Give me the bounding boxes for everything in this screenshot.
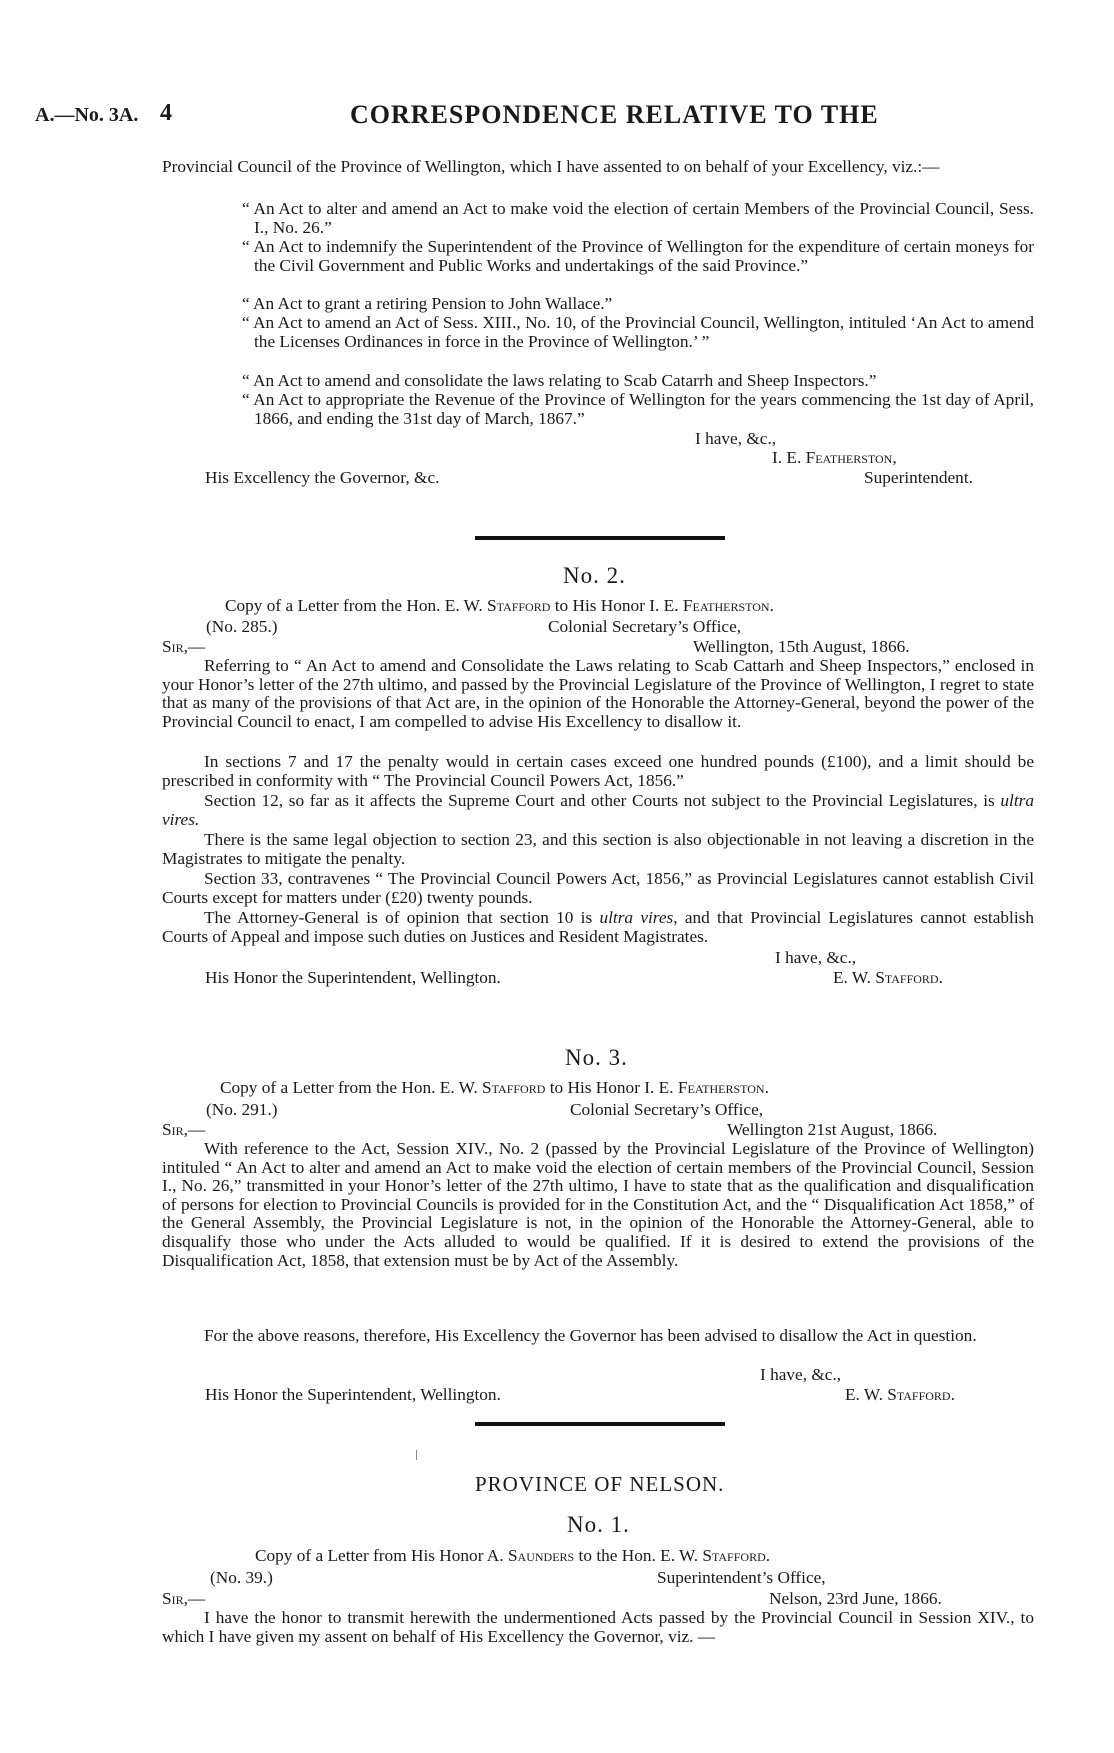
caption-sender: Stafford	[482, 1078, 546, 1097]
letter-paragraph: Section 33, contravenes “ The Provincial Council Powers Act, 1856,” as Provincial Legislatures cannot establish Civil Courts except for matters under (£20) twenty pounds.	[162, 869, 1034, 907]
letter-caption	[255, 1546, 770, 1565]
signature: I. E. Featherston,	[772, 448, 897, 467]
caption-sender: Saunders	[507, 1546, 575, 1565]
letter-number: No. 3.	[565, 1045, 628, 1070]
place-date: Nelson, 23rd June, 1866.	[769, 1589, 942, 1608]
section-divider	[475, 1422, 725, 1426]
signature-title: Superintendent.	[864, 468, 973, 487]
letter-number: No. 2.	[563, 563, 626, 588]
caption-recipient: Featherston.	[682, 596, 774, 615]
paragraph-text: The Attorney-General is of opinion that section 10 is	[204, 908, 600, 927]
letter-reference: (No. 291.)	[206, 1100, 278, 1119]
caption-text: to the Hon. E. W.	[574, 1546, 703, 1565]
closing-formula: I have, &c.,	[775, 948, 857, 967]
caption-recipient: Featherston.	[677, 1078, 769, 1097]
addressee: His Honor the Superintendent, Wellington.	[205, 1385, 501, 1404]
letter-paragraph: With reference to the Act, Session XIV., No. 2 (passed by the Provincial Legislature of the Province of Wellington) intituled “ An Act to alter and amend an Act to make void the election of certain members of the Provincial Council, Session I., No. 26,” transmitted in your Honor’s letter of the 27th ultimo, I have to state that as the qualification and disqualification of persons for election to Provincial Councils is provided for in the Constitution Act, and the “ Disqualification Act 1858,” of the General Assembly, the Provincial Legislature is not, in the opinion of the Honorable the Attorney-General, able to disqualify those who under the Acts alluded to would be qualified. If it is desired to extend the provisions of the Disqualification Act, 1858, that extension must be by Act of the Assembly.	[162, 1139, 1034, 1270]
caption-text: to His Honor I. E.	[550, 596, 683, 615]
letter-paragraph	[162, 792, 1034, 829]
letter-caption	[220, 1078, 769, 1097]
addressee: His Excellency the Governor, &c.	[205, 468, 440, 487]
office: Colonial Secretary’s Office,	[570, 1100, 764, 1119]
paragraph-text: Section 12, so far as it affects the Supreme Court and other Courts not subject to the Provincial Legislatures, is	[204, 791, 1001, 810]
print-mark	[416, 1450, 417, 1460]
caption-text: Copy of a Letter from the Hon. E. W.	[225, 596, 488, 615]
place-date: Wellington, 15th August, 1866.	[693, 637, 910, 656]
caption-sender: Stafford	[487, 596, 551, 615]
act-list-item: “ An Act to alter and amend an Act to make void the election of certain Members of the Provincial Council, Sess. I., No. 26.”	[242, 199, 1034, 237]
letter-number: No. 1.	[567, 1512, 630, 1537]
letter1-intro: Provincial Council of the Province of Wellington, which I have assented to on behalf of your Excellency, viz.:—	[162, 157, 940, 176]
caption-text: Copy of a Letter from the Hon. E. W.	[220, 1078, 483, 1097]
addressee: His Honor the Superintendent, Wellington.	[205, 968, 501, 987]
letter-paragraph	[162, 909, 1034, 946]
emphasis: ultra vires,	[599, 908, 678, 927]
paragraph-text: and that Provincial Legislatures cannot establish Courts of Appeal and impose such duties on Justices and Resident Magistrates.	[162, 908, 1034, 946]
closing-formula: I have, &c.,	[695, 429, 777, 448]
caption-recipient: Stafford.	[702, 1546, 771, 1565]
emphasis: ultra vires.	[162, 791, 1034, 829]
signature: E. W. Stafford.	[845, 1385, 955, 1404]
letter-reference: (No. 39.)	[210, 1568, 273, 1587]
office: Superintendent’s Office,	[657, 1568, 826, 1587]
office: Colonial Secretary’s Office,	[548, 617, 742, 636]
letter-reference: (No. 285.)	[206, 617, 278, 636]
letter-paragraph: For the above reasons, therefore, His Excellency the Governor has been advised to disallow the Act in question.	[204, 1326, 977, 1345]
act-list-item: “ An Act to amend an Act of Sess. XIII., No. 10, of the Provincial Council, Wellington, intituled ‘An Act to amend the Licenses Ordinances in force in the Province of Wellington.’ ”	[242, 313, 1034, 351]
section-divider	[475, 536, 725, 540]
act-list-item: “ An Act to amend and consolidate the laws relating to Scab Catarrh and Sheep Inspectors.”	[242, 371, 877, 390]
letter-caption	[225, 596, 774, 615]
salutation: Sir,—	[162, 1120, 206, 1139]
closing-formula: I have, &c.,	[760, 1365, 842, 1384]
caption-text: to His Honor I. E.	[545, 1078, 678, 1097]
act-list-item: “ An Act to appropriate the Revenue of the Province of Wellington for the years commencing the 1st day of April, 1866, and ending the 31st day of March, 1867.”	[242, 390, 1034, 428]
caption-text: Copy of a Letter from His Honor A.	[255, 1546, 508, 1565]
salutation: Sir,—	[162, 1589, 206, 1608]
signature: E. W. Stafford.	[833, 968, 943, 987]
province-heading: PROVINCE OF NELSON.	[475, 1472, 725, 1496]
act-list-item: “ An Act to indemnify the Superintendent of the Province of Wellington for the expenditure of certain moneys for the Civil Government and Public Works and undertakings of the said Province.”	[242, 237, 1034, 275]
act-list-item: “ An Act to grant a retiring Pension to John Wallace.”	[242, 294, 613, 313]
salutation: Sir,—	[162, 637, 206, 656]
letter-paragraph: There is the same legal objection to section 23, and this section is also objectionable in not leaving a discretion in the Magistrates to mitigate the penalty.	[162, 830, 1034, 868]
page-number: 4	[160, 100, 172, 126]
letter-paragraph: I have the honor to transmit herewith the undermentioned Acts passed by the Provincial Council in Session XIV., to which I have given my assent on behalf of His Excellency the Governor, viz. —	[162, 1608, 1034, 1646]
letter-paragraph: In sections 7 and 17 the penalty would in certain cases exceed one hundred pounds (£100), and a limit should be prescribed in conformity with “ The Provincial Council Powers Act, 1856.”	[162, 752, 1034, 790]
running-title: CORRESPONDENCE RELATIVE TO THE	[350, 100, 879, 129]
document-reference: A.—No. 3A.	[35, 104, 139, 126]
place-date: Wellington 21st August, 1866.	[727, 1120, 938, 1139]
letter-paragraph: Referring to “ An Act to amend and Consolidate the Laws relating to Scab Cattarh and Sheep Inspectors,” enclosed in your Honor’s letter of the 27th ultimo, and passed by the Provincial Legislature of the Province of Wellington, I regret to state that as many of the provisions of that Act are, in the opinion of the Honorable the Attorney-General, beyond the power of the Provincial Council to enact, I am compelled to advise His Excellency to disallow it.	[162, 656, 1034, 731]
